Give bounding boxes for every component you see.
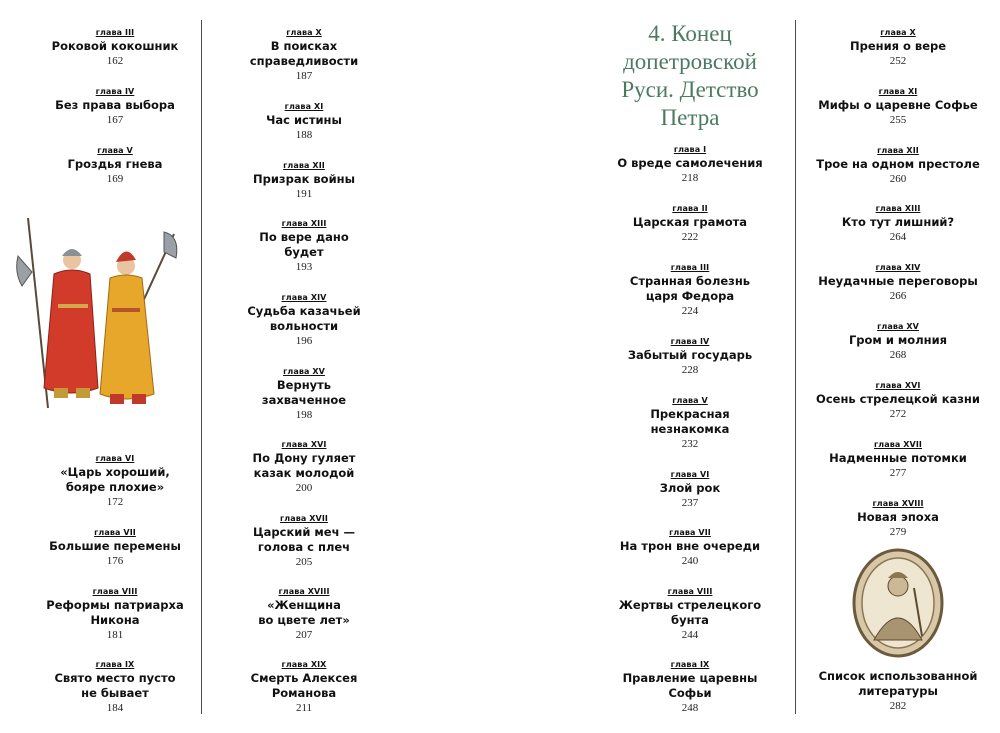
chapter-label: глава III (95, 28, 135, 37)
chapter-title: Прекрасная незнакомка (650, 407, 730, 436)
page-number: 184 (106, 702, 124, 714)
page-number: 240 (681, 555, 699, 567)
toc-entry[interactable] (600, 203, 780, 245)
page-number: 196 (295, 335, 313, 347)
chapter-label: глава XII (283, 161, 325, 170)
toc-entry[interactable] (600, 144, 780, 186)
page-number: 176 (106, 555, 124, 567)
page-number: 181 (106, 629, 124, 641)
chapter-label: глава XI (284, 102, 324, 111)
page-number: 255 (889, 114, 907, 126)
chapter-label: глава X (286, 28, 322, 37)
chapter-label: глава XVI (875, 381, 921, 390)
chapter-title: Призрак войны (253, 172, 355, 186)
chapter-label: глава XVII (874, 440, 922, 449)
page-number: 266 (889, 290, 907, 302)
chapter-label: глава XIII (281, 219, 327, 228)
chapter-label: глава XIX (281, 660, 327, 669)
toc-entry[interactable] (20, 86, 210, 128)
toc-entry[interactable] (210, 366, 398, 423)
page-number: 224 (681, 305, 699, 317)
toc-entry[interactable] (800, 86, 996, 128)
page-number: 237 (681, 497, 699, 509)
page-number: 232 (681, 438, 699, 450)
page-number: 187 (295, 70, 313, 82)
page-number: 268 (889, 349, 907, 361)
chapter-title: Реформы патриарха Никона (46, 598, 184, 627)
chapter-title: «Царь хороший, бояре плохие» (60, 465, 170, 494)
chapter-label: глава XV (877, 322, 919, 331)
toc-entry[interactable] (210, 101, 398, 143)
toc-entry[interactable] (210, 218, 398, 275)
chapter-label: глава XVIII (872, 499, 924, 508)
toc-entry[interactable] (800, 669, 996, 714)
toc-entry[interactable] (20, 527, 210, 569)
toc-entry[interactable] (20, 145, 210, 187)
chapter-title: Царский меч — голова с плеч (252, 525, 355, 554)
page-number: 167 (106, 114, 124, 126)
chapter-title: По Дону гуляет казак молодой (252, 451, 356, 480)
chapter-label: глава VII (669, 528, 711, 537)
toc-entry[interactable] (600, 469, 780, 511)
toc-entry[interactable] (600, 336, 780, 378)
page-number: 279 (889, 526, 907, 538)
page-number: 222 (681, 231, 699, 243)
page-number: 218 (681, 172, 699, 184)
chapter-label: глава XII (877, 146, 919, 155)
chapter-title: Новая эпоха (857, 510, 939, 524)
page-number: 228 (681, 364, 699, 376)
toc-entry[interactable] (20, 27, 210, 69)
chapter-label: глава I (673, 145, 707, 154)
toc-entry[interactable] (600, 527, 780, 569)
page-number: 188 (295, 129, 313, 141)
chapter-title: Судьба казачьей вольности (247, 304, 361, 333)
toc-entry[interactable] (210, 160, 398, 202)
chapter-label: глава X (880, 28, 916, 37)
page-number: 191 (295, 188, 313, 200)
toc-entry[interactable] (600, 262, 780, 319)
column-divider (795, 20, 796, 714)
chapter-title: Час истины (266, 113, 342, 127)
chapter-label: глава IV (670, 337, 710, 346)
toc-entry[interactable] (800, 321, 996, 363)
chapter-label: глава VI (95, 454, 135, 463)
chapter-label: глава II (672, 204, 708, 213)
chapter-title: Царская грамота (632, 215, 748, 229)
chapter-label: глава VI (670, 470, 710, 479)
chapter-label: глава VII (94, 528, 136, 537)
chapter-title: Кто тут лишний? (841, 215, 955, 229)
chapter-title: На трон вне очереди (619, 539, 761, 553)
chapter-title: Без права выбора (55, 98, 175, 112)
chapter-title: Большие перемены (49, 539, 181, 553)
streltsy-soldiers-illustration (14, 212, 184, 412)
chapter-title: Жертвы стрелецкого бунта (618, 598, 762, 627)
chapter-label: глава XV (283, 367, 325, 376)
chapter-label: глава III (670, 263, 710, 272)
toc-entry[interactable] (800, 203, 996, 245)
toc-entry[interactable] (210, 513, 398, 570)
chapter-title: Забытый государь (627, 348, 753, 362)
chapter-title: Правление царевны Софьи (622, 671, 758, 700)
chapter-title: Прения о вере (849, 39, 947, 53)
chapter-title: Смерть Алексея Романова (250, 671, 358, 700)
page-number: 248 (681, 702, 699, 714)
chapter-label: глава VIII (667, 587, 713, 596)
chapter-title: Мифы о царевне Софье (818, 98, 978, 112)
page-number: 198 (295, 409, 313, 421)
chapter-title: Неудачные переговоры (818, 274, 978, 288)
page-number: 205 (295, 556, 313, 568)
chapter-title: Злой рок (659, 481, 721, 495)
toc-entry[interactable] (800, 498, 996, 540)
chapter-label: глава XVIII (278, 587, 330, 596)
chapter-title: О вреде самолечения (617, 156, 763, 170)
chapter-title: «Женщина во цвете лет» (258, 598, 350, 627)
chapter-label: глава XVII (280, 514, 328, 523)
chapter-title: По вере дано будет (259, 230, 349, 259)
chapter-title: Гроздья гнева (67, 157, 163, 171)
page-number: 211 (295, 702, 313, 714)
chapter-label: глава XIV (875, 263, 921, 272)
page-number: 244 (681, 629, 699, 641)
section-title: 4. Конец допетровской Руси. Детство Петра (621, 21, 759, 130)
page-number: 264 (889, 231, 907, 243)
toc-entry[interactable] (800, 439, 996, 481)
portrait-medallion-illustration (852, 548, 944, 658)
chapter-title: Надменные потомки (829, 451, 967, 465)
toc-entry[interactable] (800, 27, 996, 69)
chapter-title: Список использованной литературы (818, 669, 978, 698)
chapter-title: Осень стрелецкой казни (816, 392, 980, 406)
toc-entry[interactable] (600, 395, 780, 452)
toc-entry[interactable] (800, 145, 996, 187)
toc-entry[interactable] (800, 262, 996, 304)
toc-entry[interactable] (600, 586, 780, 643)
toc-entry[interactable] (210, 659, 398, 716)
chapter-label: глава V (672, 396, 708, 405)
chapter-label: глава IX (95, 660, 135, 669)
page-number: 193 (295, 261, 313, 273)
chapter-label: глава IX (670, 660, 710, 669)
toc-entry[interactable] (210, 439, 398, 496)
column-divider (201, 20, 202, 714)
chapter-label: глава XVI (281, 440, 327, 449)
chapter-title: Странная болезнь царя Федора (629, 274, 751, 303)
toc-entry[interactable] (210, 27, 398, 84)
page-number: 207 (295, 629, 313, 641)
chapter-title: В поисках справедливости (249, 39, 359, 68)
chapter-label: глава V (97, 146, 133, 155)
page-number: 200 (295, 482, 313, 494)
page-number: 260 (889, 173, 907, 185)
page-number: 162 (106, 55, 124, 67)
page-number: 272 (889, 408, 907, 420)
chapter-title: Вернуть захваченное (261, 378, 347, 407)
chapter-label: глава XIII (875, 204, 921, 213)
chapter-label: глава VIII (92, 587, 138, 596)
chapter-label: глава XI (878, 87, 918, 96)
chapter-title: Свято место пусто не бывает (54, 671, 176, 700)
toc-entry[interactable] (600, 659, 780, 716)
page-number: 172 (106, 496, 124, 508)
toc-entry[interactable] (20, 659, 210, 716)
toc-entry[interactable] (210, 292, 398, 349)
page-number: 282 (889, 700, 907, 712)
toc-entry[interactable] (20, 453, 210, 510)
chapter-title: Гром и молния (848, 333, 948, 347)
page-number: 277 (889, 467, 907, 479)
toc-entry[interactable] (20, 586, 210, 643)
chapter-label: глава XIV (281, 293, 327, 302)
page-number: 252 (889, 55, 907, 67)
chapter-title: Роковой кокошник (51, 39, 179, 53)
page-number: 169 (106, 173, 124, 185)
chapter-title: Трое на одном престоле (816, 157, 980, 171)
toc-entry[interactable] (800, 380, 996, 422)
toc-entry[interactable] (210, 586, 398, 643)
chapter-label: глава IV (95, 87, 135, 96)
